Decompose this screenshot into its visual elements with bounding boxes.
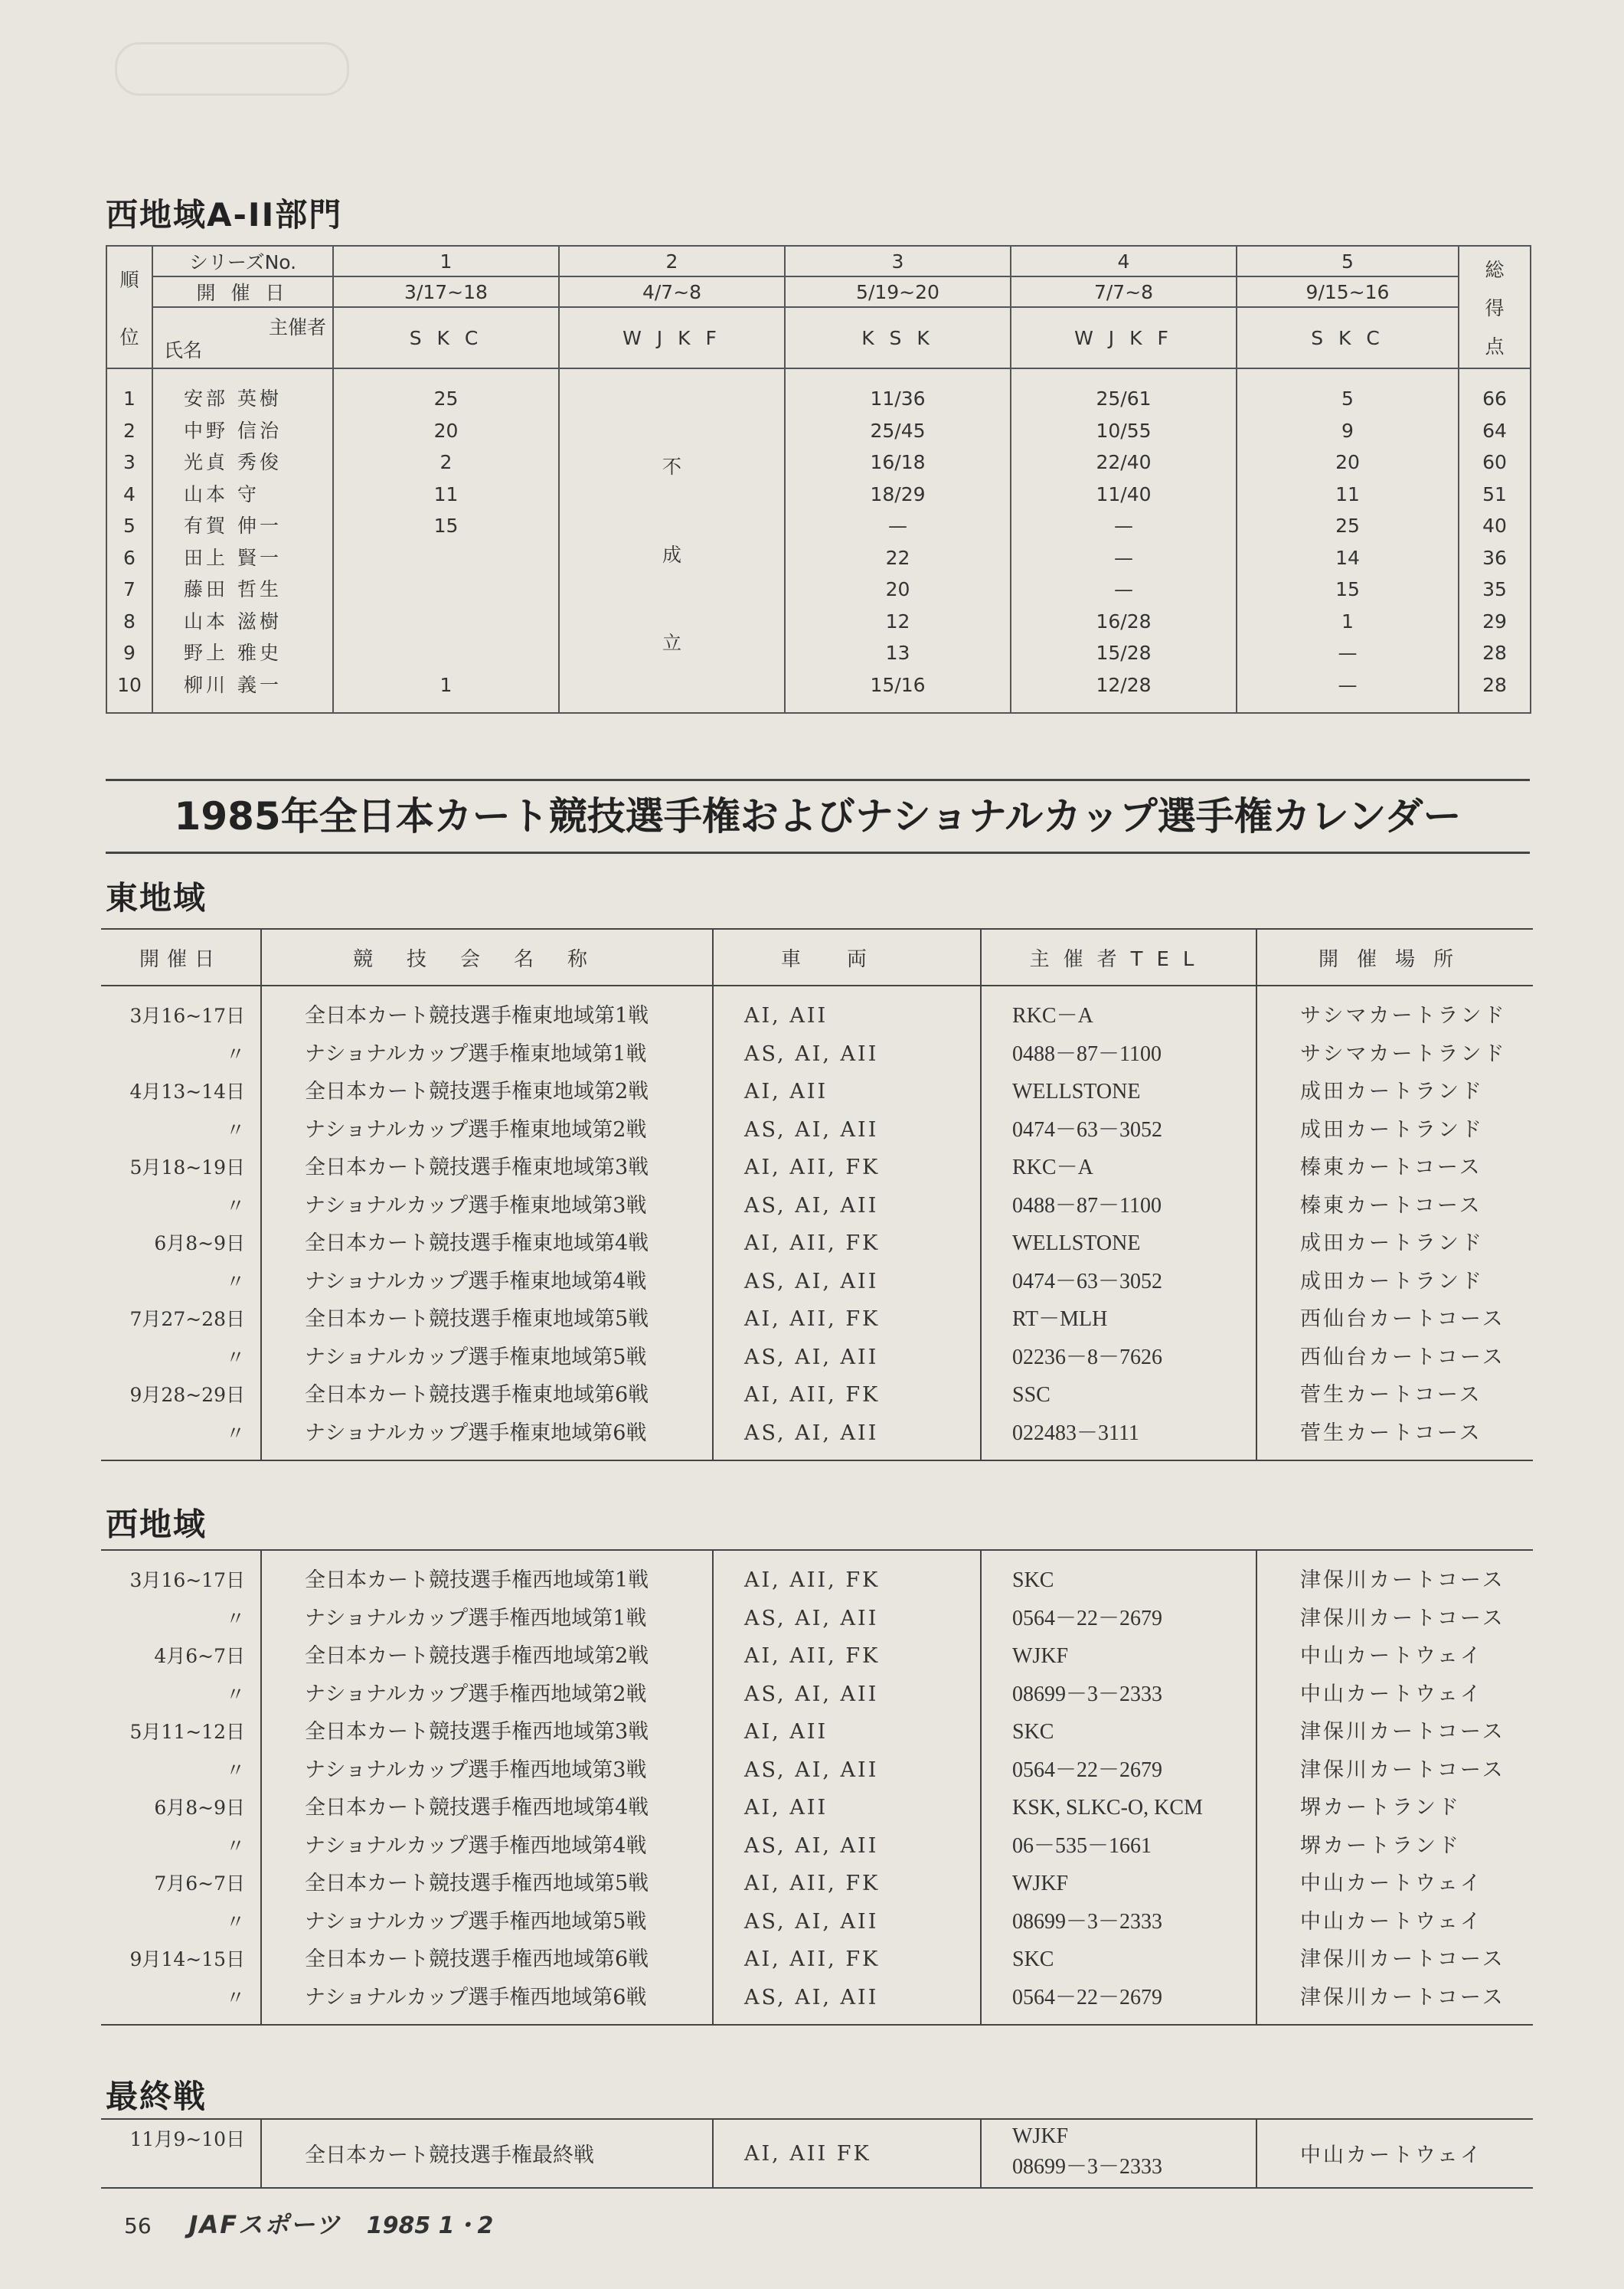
event-sponsor: 0474－63－3052 [1012,1269,1163,1293]
round1-points: 2 [439,451,453,473]
sponsor-label: 主催者 [268,316,326,338]
total-points: 35 [1482,578,1507,600]
total-points: 28 [1482,642,1507,664]
round1-points: 20 [433,419,459,442]
event-vehicle: AI, AII [744,1720,828,1744]
event-name: 全日本カート競技選手権東地域第3戦 [305,1156,649,1179]
round3-points: — [888,515,907,537]
final-venue: 中山カートウェイ [1300,2143,1483,2167]
round5-points: 9 [1341,419,1354,442]
event-vehicle: AS, AI, AII [744,1909,879,1934]
event-venue: 津保川カートコース [1300,1720,1505,1744]
event-vehicle: AS, AI, AII [744,1041,879,1066]
round-sponsor: S K C [333,307,559,368]
round-no: 5 [1237,246,1459,276]
event-name: 全日本カート競技選手権東地域第2戦 [305,1080,649,1104]
event-vehicle: AI, AII, FK [744,1383,881,1407]
round5-points: — [1338,642,1358,664]
round5-points: 1 [1341,610,1354,633]
event-venue: 菅生カートコース [1300,1421,1482,1445]
rank-cell: 7 [123,578,136,600]
event-venue: 津保川カートコース [1300,1606,1505,1630]
event-date: 7月27~28日 [129,1308,245,1330]
event-date-column [101,1551,260,2024]
event-sponsor: SSC [1012,1383,1051,1407]
driver-name: 野上 雅史 [184,642,282,664]
round5-points: 5 [1341,387,1354,410]
event-venue: 西仙台カートコース [1300,1345,1505,1369]
event-vehicle: AI, AII, FK [744,1231,881,1255]
event-sponsor: 022483－3111 [1012,1421,1139,1445]
final-sponsor-tel: 08699－3－2333 [1012,2155,1163,2179]
round1-points [334,542,558,574]
round-date: 5/19~20 [785,276,1011,307]
event-sponsor: SKC [1012,1947,1054,1971]
calendar-header-row [101,928,1533,986]
event-vehicle: AI, AII [744,1080,828,1104]
event-name: 全日本カート競技選手権西地域第2戦 [305,1644,649,1668]
event-venue: 成田カートランド [1300,1080,1484,1104]
event-sponsor: WJKF [1012,1644,1069,1668]
event-venue: 中山カートウェイ [1300,1682,1483,1706]
event-name: ナショナルカップ選手権西地域第6戦 [305,1985,647,2009]
round-no: 3 [785,246,1011,276]
event-sponsor: RKC－A [1012,1156,1093,1179]
event-sponsor: WELLSTONE [1012,1231,1141,1255]
event-date: 6月8~9日 [154,1797,245,1819]
event-vehicle: AI, AII [744,1004,828,1028]
round4-points: 11/40 [1096,482,1152,505]
calendar-title: 1985年全日本カート競技選手権およびナショナルカップ選手権カレンダー [106,779,1530,854]
round4-points: 25/61 [1096,387,1152,410]
event-vehicle: AI, AII [744,1796,828,1820]
round3-points: 11/36 [870,387,926,410]
page-footer [124,2206,493,2241]
event-name-column [260,986,712,1460]
rank-cell: 8 [123,610,136,633]
rank-column [106,368,152,713]
event-date: 〃 [225,1834,245,1857]
round-sponsor: K S K [785,307,1011,368]
event-sponsor: WJKF [1012,1872,1069,1895]
event-venue: 成田カートランド [1300,1269,1484,1293]
event-name: ナショナルカップ選手権東地域第1戦 [305,1041,647,1066]
event-vehicle: AI, AII, FK [744,1307,881,1331]
event-venue: 中山カートウェイ [1300,1644,1483,1668]
event-venue: 津保川カートコース [1300,1985,1505,2009]
rank-cell: 3 [123,451,136,473]
round5-points: 11 [1335,482,1360,505]
rank-cell: 5 [123,515,136,537]
event-venue: 堺カートランド [1300,1796,1461,1820]
event-name-column [260,1551,712,2024]
round4-points: 12/28 [1096,673,1152,696]
event-venue: 西仙台カートコース [1300,1307,1505,1331]
standings-table [106,245,1531,714]
event-sponsor: RKC－A [1012,1004,1093,1028]
event-sponsor: 0488－87－1100 [1012,1041,1162,1066]
event-sponsor: WELLSTONE [1012,1080,1141,1104]
header-vehicle: 車両 [712,930,980,985]
round-no: 1 [333,246,559,276]
round1-points [334,606,558,638]
event-name: ナショナルカップ選手権東地域第2戦 [305,1117,647,1142]
round5-points: 14 [1335,546,1360,569]
event-sponsor: 08699－3－2333 [1012,1909,1163,1934]
round3-points: 16/18 [870,451,926,473]
driver-name: 柳川 義一 [184,673,282,696]
event-venue: 津保川カートコース [1300,1947,1505,1971]
event-date: 〃 [225,1986,245,2009]
round-date: 9/15~16 [1237,276,1459,307]
round3-points: 15/16 [870,673,926,696]
event-sponsor-column [980,986,1256,1460]
event-vehicle: AS, AI, AII [744,1345,879,1369]
driver-name: 安部 英樹 [184,387,282,410]
event-vehicle: AS, AI, AII [744,1421,879,1445]
event-vehicle: AI, AII, FK [744,1644,881,1668]
driver-name: 田上 賢一 [184,546,282,569]
event-vehicle-column [712,1551,980,2024]
event-date: 9月14~15日 [129,1948,245,1970]
event-venue: サシマカートランド [1300,1041,1507,1066]
round1-points: 11 [433,482,459,505]
event-vehicle: AS, AI, AII [744,1758,879,1782]
event-sponsor: SKC [1012,1720,1054,1744]
event-vehicle: AS, AI, AII [744,1985,879,2009]
event-date: 〃 [225,1346,245,1368]
rank-cell: 6 [123,546,136,569]
driver-name: 山本 守 [184,482,260,505]
event-vehicle: AS, AI, AII [744,1606,879,1630]
event-sponsor: 0564－22－2679 [1012,1985,1163,2009]
round-date: 7/7~8 [1011,276,1237,307]
west-region-label: 西地域 [106,1506,207,1543]
west-calendar-table [101,1549,1533,2026]
event-venue: 中山カートウェイ [1300,1909,1483,1934]
event-date: 〃 [225,1682,245,1705]
event-venue: 堺カートランド [1300,1833,1461,1858]
round-no: 2 [559,246,785,276]
event-date: 4月13~14日 [129,1081,245,1103]
event-sponsor: 0488－87－1100 [1012,1193,1162,1218]
faint-header-mark [115,42,349,96]
header-sponsor: 主催者TEL [980,930,1256,985]
event-venue: 菅生カートコース [1300,1383,1482,1407]
event-name: ナショナルカップ選手権西地域第2戦 [305,1682,647,1706]
event-name: ナショナルカップ選手権西地域第4戦 [305,1833,647,1858]
event-vehicle: AS, AI, AII [744,1269,879,1293]
rank-cell: 10 [117,673,142,696]
final-calendar-table [101,2118,1533,2189]
final-sponsor: WJKF [1012,2124,1069,2148]
series-label: シリーズNo. [152,246,333,276]
round4-points: 16/28 [1096,610,1152,633]
event-name: 全日本カート競技選手権西地域第4戦 [305,1796,649,1820]
event-name: 全日本カート競技選手権東地域第4戦 [305,1231,649,1255]
total-header: 総 得 点 [1459,246,1531,368]
event-sponsor: 02236－8－7626 [1012,1345,1163,1369]
east-calendar-body [101,986,1533,1461]
event-date: 〃 [225,1758,245,1781]
event-vehicle: AI, AII, FK [744,1568,881,1592]
total-points: 29 [1482,610,1507,633]
event-date-column [101,986,260,1460]
event-date: 7月6~7日 [154,1872,245,1895]
event-vehicle: AS, AI, AII [744,1117,879,1142]
round1-points [334,637,558,669]
east-region-label: 東地域 [106,879,207,917]
event-venue: 成田カートランド [1300,1231,1484,1255]
total-points: 60 [1482,451,1507,473]
event-vehicle: AI, AII, FK [744,1156,881,1179]
event-name: 全日本カート競技選手権東地域第6戦 [305,1383,649,1407]
event-sponsor: 0474－63－3052 [1012,1117,1163,1142]
round-date: 4/7~8 [559,276,785,307]
page-number: 56 [124,2213,152,2238]
dates-label: 開 催 日 [152,276,333,307]
round1-points: 1 [439,673,453,696]
final-label: 最終戦 [106,2078,207,2115]
event-venue: 中山カートウェイ [1300,1872,1483,1895]
event-date: 〃 [225,1910,245,1933]
event-name: 全日本カート競技選手権西地域第5戦 [305,1872,649,1895]
round4-points: 15/28 [1096,642,1152,664]
event-vehicle: AS, AI, AII [744,1833,879,1858]
event-name: ナショナルカップ選手権東地域第3戦 [305,1193,647,1218]
total-points: 40 [1482,515,1507,537]
round3-column [785,368,1011,713]
event-vehicle: AI, AII, FK [744,1947,881,1971]
event-name: ナショナルカップ選手権西地域第1戦 [305,1606,647,1630]
event-sponsor: SKC [1012,1568,1054,1592]
event-name: ナショナルカップ選手権西地域第5戦 [305,1909,647,1934]
event-name: ナショナルカップ選手権西地域第3戦 [305,1758,647,1782]
event-date: 3月16~17日 [129,1005,245,1027]
issue-label: 1985 1・2 [366,2212,494,2239]
round3-points: 18/29 [870,482,926,505]
final-vehicle: AI, AII FK [744,2142,871,2166]
round4-points: 22/40 [1096,451,1152,473]
event-date: 〃 [225,1607,245,1630]
round-sponsor: W J K F [1011,307,1237,368]
event-date: 6月8~9日 [154,1232,245,1254]
header-date: 開催日 [139,947,222,971]
event-sponsor-column [980,1551,1256,2024]
event-sponsor: 06－535－1661 [1012,1833,1152,1858]
event-vehicle-column [712,986,980,1460]
driver-name: 山本 滋樹 [184,610,282,633]
event-name: 全日本カート競技選手権西地域第6戦 [305,1947,649,1971]
east-calendar-table [101,928,1533,1461]
total-column [1459,368,1531,713]
round-date: 3/17~18 [333,276,559,307]
round2-column [559,368,785,713]
event-sponsor: RT－MLH [1012,1307,1108,1331]
event-date: 5月18~19日 [129,1156,245,1179]
total-points: 66 [1482,387,1507,410]
final-event: 全日本カート競技選手権最終戦 [305,2143,594,2167]
total-points: 51 [1482,482,1507,505]
final-row [101,2118,1533,2189]
header-venue: 開催場所 [1256,930,1533,985]
rank-cell: 9 [123,642,136,664]
event-name: 全日本カート競技選手権西地域第1戦 [305,1568,649,1592]
total-points: 28 [1482,673,1507,696]
event-date: 〃 [225,1270,245,1293]
final-date: 11月9~10日 [129,2128,245,2150]
round3-points: 20 [885,578,910,600]
event-venue-column [1256,986,1533,1460]
event-sponsor: KSK, SLKC-O, KCM [1012,1796,1203,1820]
event-venue: 榛東カートコース [1300,1193,1482,1218]
driver-name: 中野 信治 [184,419,282,442]
round4-points: — [1114,515,1133,537]
event-sponsor: 0564－22－2679 [1012,1758,1163,1782]
round3-points: 13 [885,642,910,664]
event-name: ナショナルカップ選手権東地域第5戦 [305,1345,647,1369]
round1-column [333,368,559,713]
event-venue: 津保川カートコース [1300,1568,1505,1592]
event-sponsor: 08699－3－2333 [1012,1682,1163,1706]
round5-column [1237,368,1459,713]
event-name: ナショナルカップ選手権東地域第6戦 [305,1421,647,1445]
round1-points [334,574,558,606]
magazine-name: JAFスポーツ [188,2210,341,2239]
round-sponsor: S K C [1237,307,1459,368]
event-vehicle: AS, AI, AII [744,1682,879,1706]
name-label: 氏名 [164,339,203,361]
event-venue: 成田カートランド [1300,1117,1484,1142]
round4-points: — [1114,578,1133,600]
event-name: 全日本カート競技選手権東地域第1戦 [305,1004,649,1028]
event-sponsor: 0564－22－2679 [1012,1606,1163,1630]
round5-points: 15 [1335,578,1360,600]
event-venue-column [1256,1551,1533,2024]
not-held-note: 不 成 立 [662,456,681,654]
event-name: 全日本カート競技選手権東地域第5戦 [305,1307,649,1331]
round1-points: 15 [433,515,459,537]
driver-name: 有賀 伸一 [184,515,282,537]
round4-column [1011,368,1237,713]
rank-cell: 2 [123,419,136,442]
round4-points: — [1114,546,1133,569]
event-date: 〃 [225,1118,245,1141]
sponsor-name-corner [152,307,333,368]
event-date: 9月28~29日 [129,1384,245,1406]
round5-points: — [1338,673,1358,696]
west-calendar-body [101,1549,1533,2026]
event-date: 5月11~12日 [129,1721,245,1743]
round3-points: 25/45 [870,419,926,442]
round3-points: 22 [885,546,910,569]
event-date: 3月16~17日 [129,1569,245,1591]
round1-points: 25 [433,387,459,410]
round5-points: 25 [1335,515,1360,537]
round3-points: 12 [885,610,910,633]
header-event: 競技会名称 [260,930,712,985]
rank-cell: 4 [123,482,136,505]
event-name: ナショナルカップ選手権東地域第4戦 [305,1269,647,1293]
event-vehicle: AS, AI, AII [744,1193,879,1218]
event-date: 〃 [225,1042,245,1065]
total-points: 36 [1482,546,1507,569]
name-column [152,368,333,713]
event-date: 〃 [225,1421,245,1444]
event-venue: 榛東カートコース [1300,1156,1482,1179]
round-sponsor: W J K F [559,307,785,368]
total-points: 64 [1482,419,1507,442]
event-name: 全日本カート競技選手権西地域第3戦 [305,1720,649,1744]
rank-cell: 1 [123,387,136,410]
event-date: 〃 [225,1194,245,1217]
rank-header: 順 位 [106,246,152,368]
event-date: 4月6~7日 [154,1645,245,1667]
driver-name: 藤田 哲生 [184,578,282,600]
round4-points: 10/55 [1096,419,1152,442]
event-venue: サシマカートランド [1300,1004,1507,1028]
standings-title: 西地域A-II部門 [106,196,343,234]
event-venue: 津保川カートコース [1300,1758,1505,1782]
driver-name: 光貞 秀俊 [184,451,282,473]
round-no: 4 [1011,246,1237,276]
round5-points: 20 [1335,451,1360,473]
event-vehicle: AI, AII, FK [744,1872,881,1895]
